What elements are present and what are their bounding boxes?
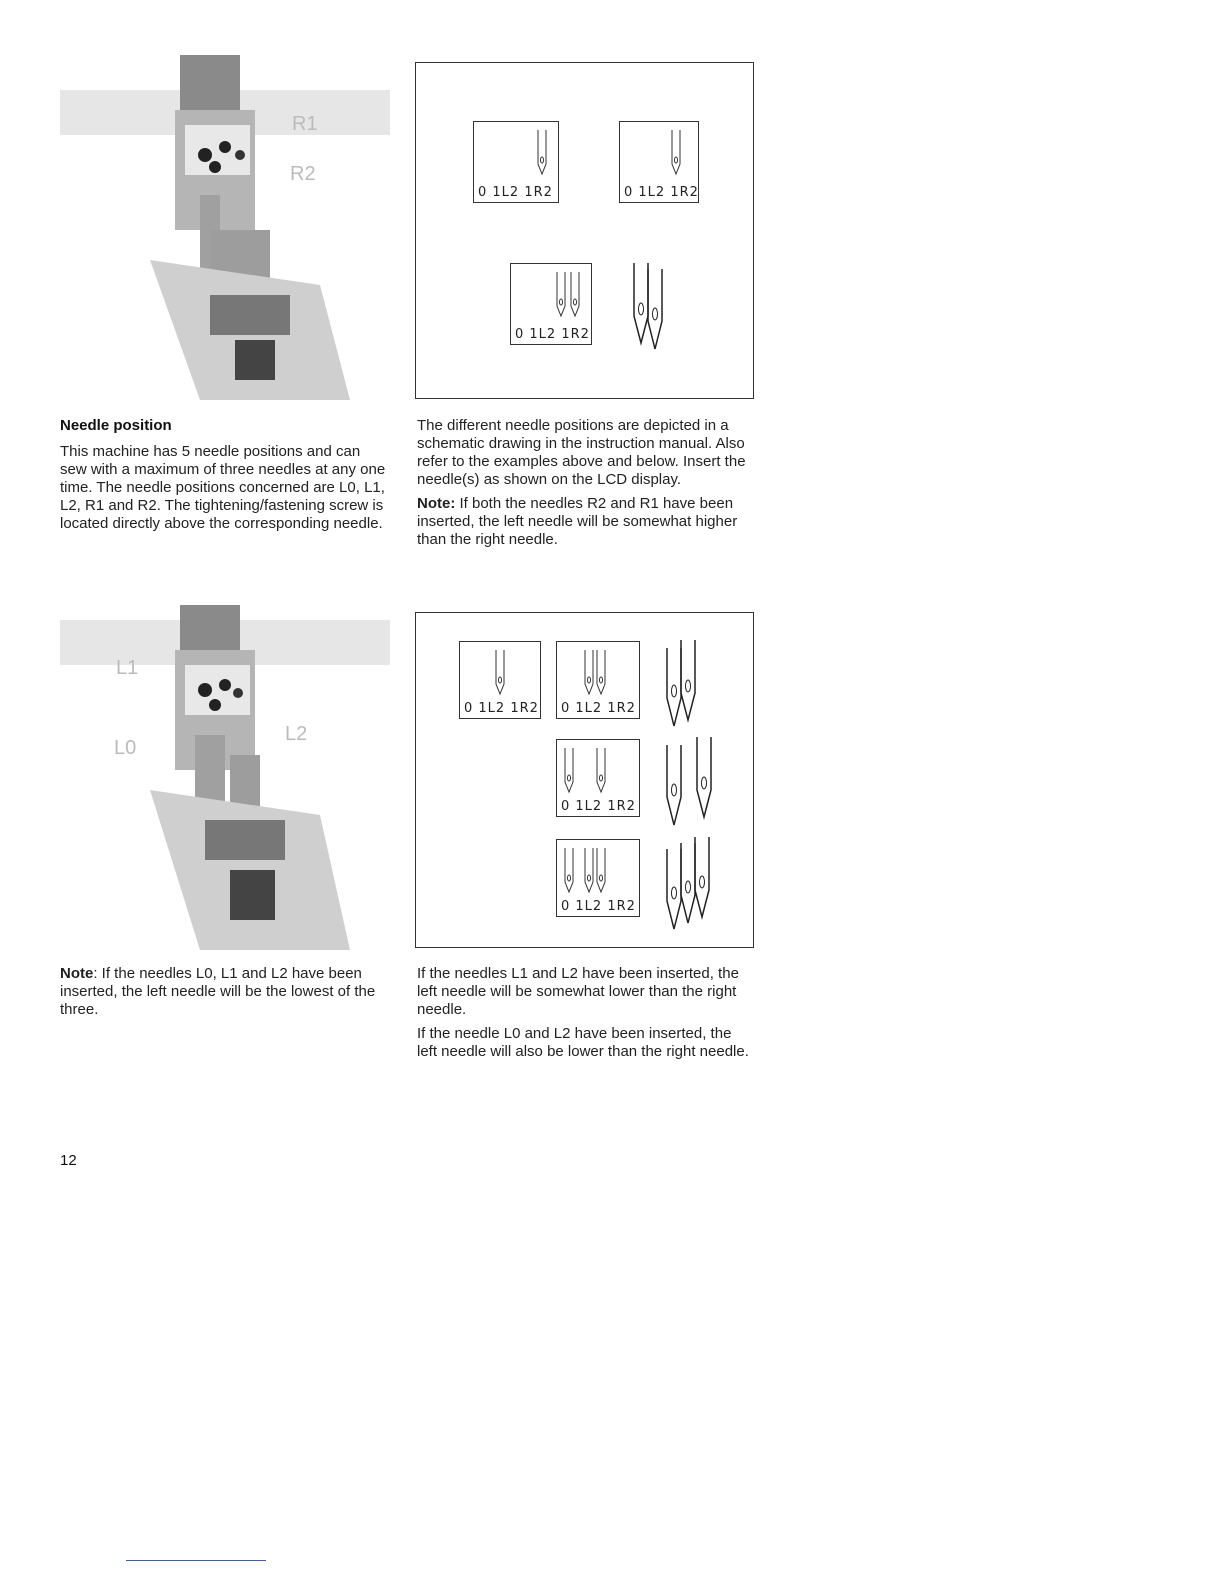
photo-needle-positions-right <box>60 55 390 400</box>
lcd-display-l1-l2 <box>556 641 640 719</box>
note-label: Note <box>60 965 94 982</box>
section1-body-text: This machine has 5 needle positions and can sew with a maximum of three needles at any one time. The needle positions concerned are L0, L1, L2, R1 and R2. The tightening/fastening screw is located directly above the corresponding needle. <box>60 443 386 532</box>
photo-needle-positions-left <box>60 605 390 950</box>
lcd-label: 0 1L2 1R2 <box>561 701 636 716</box>
lcd-label: 0 1L2 1R2 <box>624 185 699 200</box>
needle-triple-l0-l1-l2-icon <box>661 835 721 935</box>
lcd-display-l2 <box>459 641 541 719</box>
needle-pair-r1-r2-icon <box>626 261 676 351</box>
needle-pair-l0-l2-icon <box>661 735 721 835</box>
page-number: 12 <box>60 1152 77 1169</box>
photo-label-l1: L1 <box>116 657 139 679</box>
note-label: Note: <box>417 495 456 512</box>
lcd-display-r1 <box>619 121 699 203</box>
note-text: : If the needles L0, L1 and L2 have been inserted, the left needle will be the lowest of the three. <box>60 965 376 1018</box>
section1-note <box>417 495 752 549</box>
lcd-display-r1-r2 <box>510 263 592 345</box>
section2-right-text-1: If the needles L1 and L2 have been inserted, the left needle will be somewhat lower than the right needle. <box>417 965 739 1018</box>
needle-pair-l1-l2-icon <box>661 638 705 728</box>
photo-label-r1: R1 <box>292 113 318 135</box>
section2-right-text-2: If the needle L0 and L2 have been inserted, the left needle will also be lower than the right needle. <box>417 1025 749 1060</box>
section2-left-caption <box>60 965 395 1025</box>
lcd-label: 0 1L2 1R2 <box>478 185 553 200</box>
lcd-display-l0-l1-l2 <box>556 839 640 917</box>
photo-label-l2: L2 <box>285 723 308 745</box>
lcd-label: 0 1L2 1R2 <box>464 701 539 716</box>
section2-note <box>60 965 395 1019</box>
figure-lcd-needle-diagrams-top <box>415 62 754 399</box>
lcd-label: 0 1L2 1R2 <box>561 899 636 914</box>
figure-lcd-needle-diagrams-bottom <box>415 612 754 948</box>
lcd-display-l0-l2 <box>556 739 640 817</box>
lcd-label: 0 1L2 1R2 <box>561 799 636 814</box>
note-text: If both the needles R2 and R1 have been inserted, the left needle will be somewhat higher than the right needle. <box>417 495 738 548</box>
section1-right-body: The different needle positions are depicted in a schematic drawing in the instruction manual. Also refer to the examples above and below. Insert the needle(s) as shown on the LCD display. <box>417 417 746 488</box>
section1-left-caption <box>60 417 390 539</box>
lcd-display-r2 <box>473 121 559 203</box>
footer-rule <box>126 1560 266 1561</box>
lcd-label: 0 1L2 1R2 <box>515 327 590 342</box>
photo-label-r2: R2 <box>290 163 316 185</box>
photo-label-l0: L0 <box>114 737 137 759</box>
section1-right-caption <box>417 417 752 555</box>
section-heading-needle-position: Needle position <box>60 417 172 434</box>
section2-right-caption <box>417 965 752 1067</box>
